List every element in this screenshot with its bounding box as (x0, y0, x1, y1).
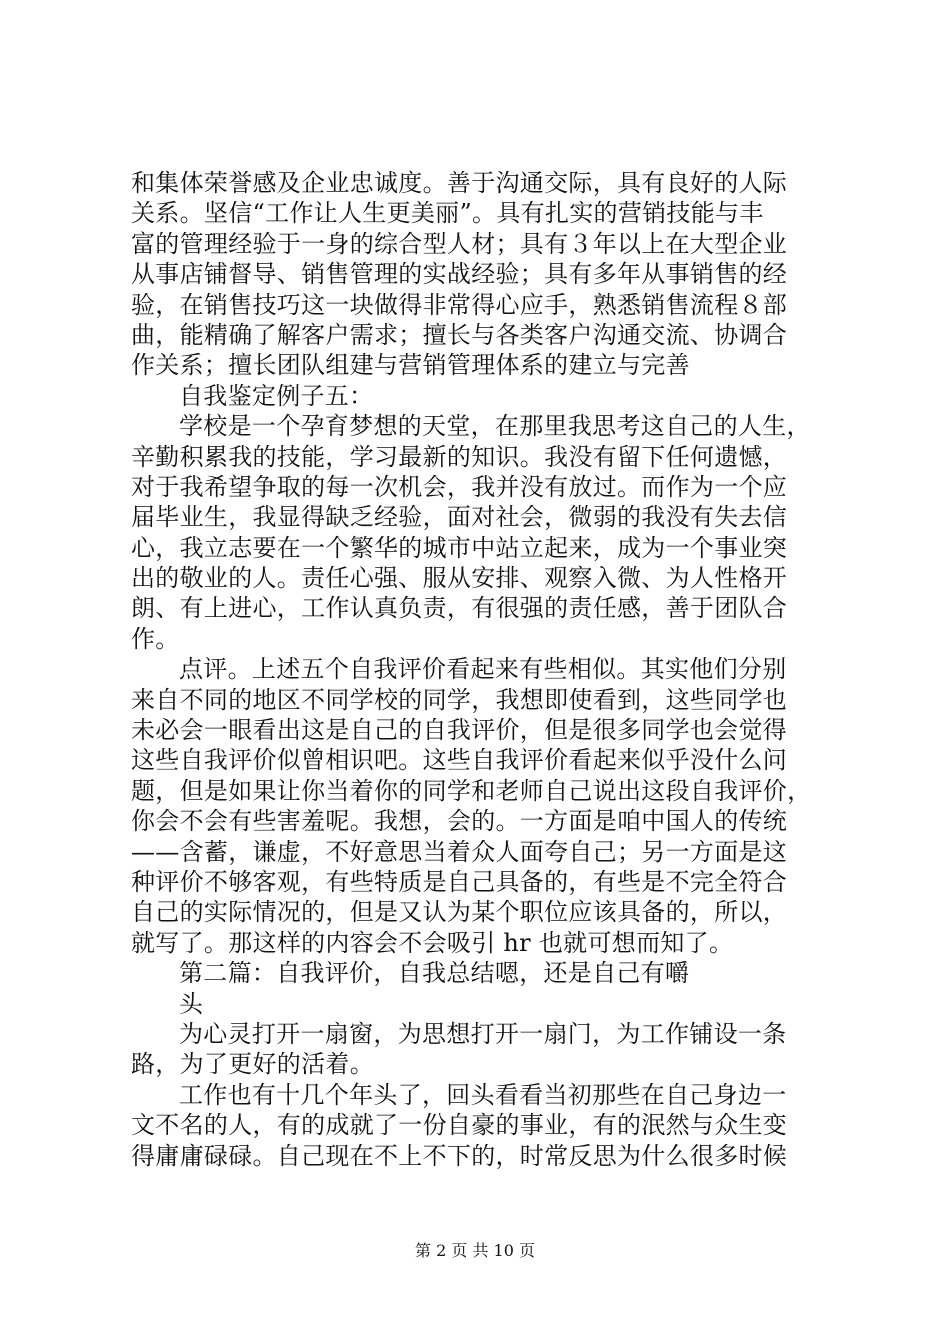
text-line: 关系。坚信“工作让人生更美丽”。具有扎实的营销技能与丰 (131, 199, 764, 228)
text-line: 曲，能精确了解客户需求；擅长与各类客户沟通交流、协调合 (131, 320, 788, 349)
text-line: 富的管理经验于一身的综合型人材；具有３年以上在大型企业 (131, 229, 788, 258)
text-line: 这些自我评价似曾相识吧。这些自我评价看起来似乎没什么问 (131, 746, 788, 775)
text-line: 题，但是如果让你当着你的同学和老师自己说出这段自我评价， (131, 776, 812, 805)
text-line: 来自不同的地区不同学校的同学，我想即使看到，这些同学也 (131, 685, 788, 714)
text-line: 就写了。那这样的内容会不会吸引 hr 也就可想而知了。 (131, 928, 734, 957)
text-line: 种评价不够客观，有些特质是自己具备的，有些是不完全符合 (131, 867, 788, 896)
text-line: ——含蓄，谦虚，不好意思当着众人面夸自己；另一方面是这 (131, 837, 788, 866)
text-line: 对于我希望争取的每一次机会，我并没有放过。而作为一个应 (131, 472, 788, 501)
text-line: 路，为了更好的活着。 (131, 1050, 374, 1079)
section-heading: 自我鉴定例子五： (179, 381, 374, 410)
text-line: 从事店铺督导、销售管理的实战经验；具有多年从事销售的经 (131, 260, 788, 289)
text-line: 文不名的人，有的成就了一份自豪的事业，有的泯然与众生变 (131, 1111, 788, 1140)
text-line: 为心灵打开一扇窗，为思想打开一扇门，为工作铺设一条 (179, 1019, 787, 1048)
text-line: 作。 (131, 624, 180, 653)
document-body (131, 168, 831, 1171)
text-line: 朗、有上进心，工作认真负责，有很强的责任感，善于团队合 (131, 594, 788, 623)
text-line: 出的敬业的人。责任心强、服从安排、观察入微、为人性格开 (131, 564, 788, 593)
text-line: 学校是一个孕育梦想的天堂，在那里我思考这自己的人生， (179, 412, 811, 441)
text-line: 自己的实际情况的，但是又认为某个职位应该具备的，所以， (131, 898, 788, 927)
text-line: 点评。上述五个自我评价看起来有些相似。其实他们分别 (179, 655, 787, 684)
text-line: 未必会一眼看出这是自己的自我评价，但是很多同学也会觉得 (131, 716, 788, 745)
text-line: 验，在销售技巧这一块做得非常得心应手，熟悉销售流程８部 (131, 290, 788, 319)
section-heading: 第二篇：自我评价，自我总结嗯，还是自己有嚼 (179, 959, 690, 988)
text-line: 作关系；擅长团队组建与营销管理体系的建立与完善 (131, 351, 690, 380)
text-line: 辛勤积累我的技能，学习最新的知识。我没有留下任何遗憾， (131, 442, 788, 471)
text-line: 心，我立志要在一个繁华的城市中站立起来，成为一个事业突 (131, 533, 788, 562)
text-line: 届毕业生，我显得缺乏经验，面对社会，微弱的我没有失去信 (131, 503, 788, 532)
text-line: 和集体荣誉感及企业忠诚度。善于沟通交际，具有良好的人际 (131, 169, 788, 197)
section-heading-continuation: 头 (179, 989, 204, 1018)
page-number-footer: 第 2 页 共 10 页 (415, 1241, 535, 1260)
text-line: 工作也有十几个年头了，回头看看当初那些在自己身边一 (179, 1080, 787, 1109)
text-line: 你会不会有些害羞呢。我想，会的。一方面是咱中国人的传统 (131, 807, 788, 836)
text-line: 得庸庸碌碌。自己现在不上不下的，时常反思为什么很多时候 (131, 1141, 788, 1170)
